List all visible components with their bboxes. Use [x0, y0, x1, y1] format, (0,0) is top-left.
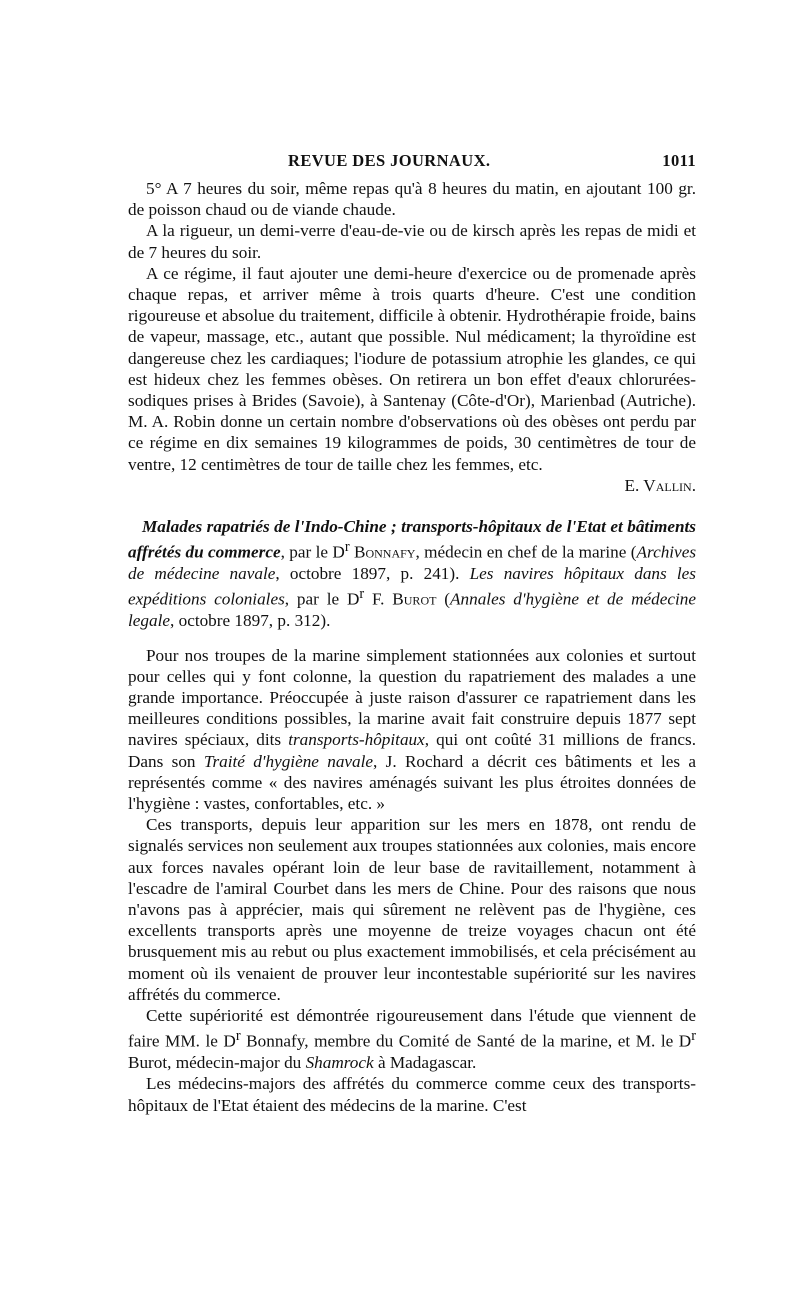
journal-name: Annales d'hygiène et de médecine legale — [128, 590, 696, 631]
reference-paragraph: Malades rapatriés de l'Indo-Chine ; transports-hôpitaux de l'Etat et bâtiments affrétés du commerce, par le $D^r$ Bonnafy, médecin en chef de la marine (Archives de médecine navale, octobre 1897, p. 241). Les navires hôpitaux dans les expéditions coloniales, par le $D^r$ F. Burot (Annales d'hygiène et de médecine legale, octobre 1897, p. 312). — [128, 517, 697, 631]
paragraph: A la rigueur, un demi-verre d'eau-de-vie ou de kirsch après les repas de midi et de 7 heures du soir. — [128, 221, 696, 262]
paragraph: Ces transports, depuis leur apparition sur les mers en 1878, ont rendu de signalés services non seulement aux troupes stationnées aux colonies, mais encore aux forces navales opérant loin de leur base de ravitaillement, notamment à l'escadre de l'amiral Courbet dans les mers de Chine. Pour des raisons que nous n'avons pas à apprécier, mais qui sûrement ne relèvent pas de l'hygiène, ces excellents transports après une moyenne de treize voyages chacun ont été brusquement mis au rebut ou plus exactement immobilisés, et cela précisément au moment où ils venaient de prouver leur incontestable supériorité sur les navires affrétés du commerce. — [128, 815, 696, 1004]
reference-title-2: Les navires hôpitaux dans les expéditions coloniales — [128, 564, 696, 610]
paragraph: Les médecins-majors des affrétés du commerce comme ceux des transports-hôpitaux de l'Etat étaient des médecins de la marine. C'est — [128, 1074, 696, 1115]
journal-name: Archives de médecine navale — [128, 542, 697, 584]
article-body — [128, 645, 696, 1116]
author-name: Bonnafy — [349, 542, 416, 562]
page-number: 1011 — [662, 151, 696, 170]
journal-title: REVUE DES JOURNAUX. — [288, 151, 491, 170]
bibliographic-reference — [128, 516, 696, 631]
author-signature: E. Vallin. — [624, 475, 696, 495]
running-header — [128, 150, 696, 174]
paragraph: 5° A 7 heures du soir, même repas qu'à 8 heures du matin, en ajoutant 100 gr. de poisson chaud ou de viande chaude. — [128, 179, 696, 220]
paragraph: Pour nos troupes de la marine simplement stationnées aux colonies et surtout pour celles qui y font colonne, la question du rapatriement des malades a une grande importance. Préoccupée à juste raison d'assurer ce rapatriement dans les meilleures conditions possibles, la marine avait fait construire depuis 1877 sept navires spéciaux, dits transports-hôpitaux, qui ont coûté 31 millions de francs. Dans son Traité d'hygiène navale, J. Rochard a décrit ces bâtiments et les a représentés comme « des navires aménagés suivant les plus étroites données de l'hygiène : vastes, confortables, etc. » — [128, 645, 696, 813]
author-name: F. Burot — [364, 590, 437, 610]
article-continuation — [128, 178, 696, 496]
paragraph: Cette supériorité est démontrée rigoureusement dans l'étude que viennent de faire MM. le $D^r$ Bonnafy, membre du Comité de Santé de la marine, et M. le $D^r$ Burot, médecin-major du Shamrock à Madagascar. — [128, 1005, 696, 1073]
document-page — [128, 150, 696, 1116]
reference-title-1: Malades rapatriés de l'Indo-Chine ; transports-hôpitaux de l'Etat et bâtiments affrétés du commerce — [128, 517, 696, 562]
paragraph: A ce régime, il faut ajouter une demi-heure d'exercice ou de promenade après chaque repas, et arriver même à trois quarts d'heure. C'est une condition rigoureuse et absolue du traitement, difficile à obtenir. Hydrothérapie froide, bains de vapeur, massage, etc., autant que possible. Nul médicament; la thyroïdine est dangereuse chez les cardiaques; l'iodure de potassium atrophie les glandes, ce qui est hideux chez les femmes obèses. On retirera un bon effet d'eaux chlorurées-sodiques prises à Brides (Savoie), à Santenay (Côte-d'Or), Marienbad (Autriche). M. A. Robin donne un certain nombre d'observations où des obèses ont perdu par ce régime en dix semaines 19 kilogrammes de poids, 30 centimètres de tour de ventre, 12 centimètres de tour de taille chez les femmes, etc. — [128, 263, 696, 474]
